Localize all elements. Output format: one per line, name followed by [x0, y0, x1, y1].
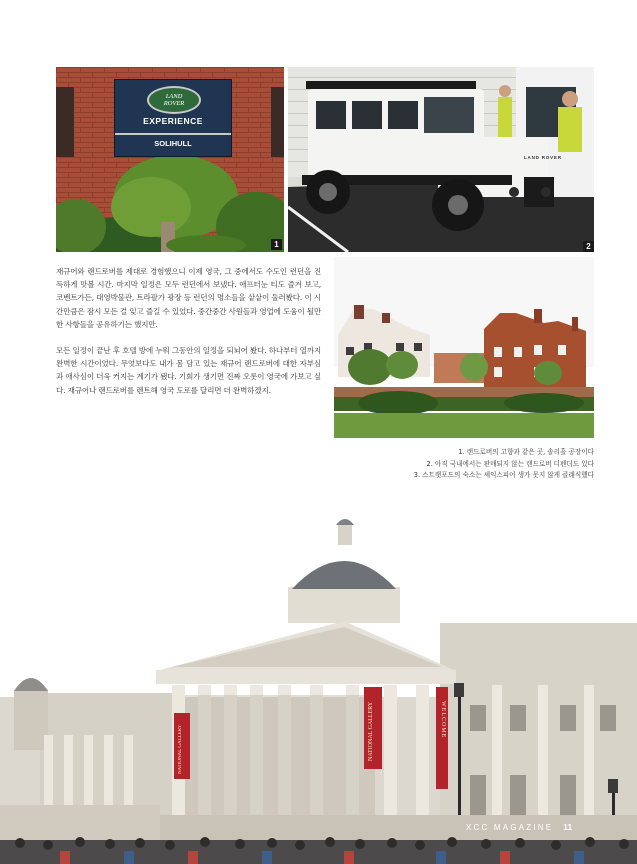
hotel-illustration: [334, 257, 594, 438]
sign-divider: [115, 133, 231, 135]
caption-item: 2. 아직 국내에서는 판매되지 않는 랜드로버 디펜더도 있다: [426, 459, 594, 468]
body-paragraph: 모든 일정이 끝난 후 호텔 방에 누워 그동안의 일정을 되뇌어 봤다. 하나부터 열까지 완벽한 시간이었다. 무엇보다도 내가 몸 담고 있는 재규어 랜드로버에 대한 자부심과 애사심이 더욱 커지는 계기가 됐다. 기회가 생기면 진짜 오롯이 영국에 가보고 싶다. 재규어나 랜드로버를 렌트해 영국 도로를 달리면 더 완벽하겠지.: [56, 346, 321, 395]
logo-line1: LAND: [165, 93, 183, 100]
photo-defender: [288, 67, 594, 252]
hood-lettering: LAND ROVER: [524, 155, 562, 160]
logo-line2: ROVER: [163, 100, 185, 107]
article-body: [56, 265, 321, 397]
land-rover-logo: [147, 86, 201, 114]
photo-number-badge: 1: [271, 239, 282, 250]
caption-item: 1. 랜드로버의 고향과 같은 곳, 솔리흘 공장이다: [458, 448, 594, 456]
page-footer: [466, 822, 572, 832]
photo-number-badge: 2: [583, 241, 594, 252]
banner-center-text: NATIONAL GALLERY: [368, 701, 374, 761]
photo-captions: [334, 447, 594, 482]
land-rover-sign: [114, 79, 232, 157]
photo-national-gallery: [0, 505, 637, 864]
sign-location: SOLIHULL: [154, 139, 192, 148]
national-gallery-illustration: [0, 505, 637, 864]
photo-stratford-hotel: [334, 257, 594, 438]
caption-item: 3. 스트랫포드의 숙소는 셰익스피어 생가 못지 않게 클래식했다: [413, 471, 594, 479]
magazine-name: XCC MAGAZINE: [466, 823, 554, 832]
photo-solihull-sign: [56, 67, 284, 252]
banner-right-text: WELCOME: [440, 701, 446, 739]
sign-title: EXPERIENCE: [143, 116, 203, 126]
body-paragraph: 재규어와 랜드로버를 제대로 경험했으니 이제 영국, 그 중에서도 수도인 런던을 진득하게 맛볼 시간. 마지막 일정은 모두 런던에서 보냈다. 애프터눈 티도 즐겨 보고, 코벤트가든, 대영박물관, 트라팔가 광장 등 런던의 명소들을 샅샅이 둘러봤다. 이 시간만큼은 잠시 모든 걸 잊고 즐길 수 있었다. 중간중간 사원들과 영업에 도움이 될만한 사항들을 공유하기는 했지만.: [56, 267, 321, 329]
page-number: 11: [563, 822, 573, 832]
banner-left-text: NATIONAL GALLERY: [178, 724, 183, 774]
